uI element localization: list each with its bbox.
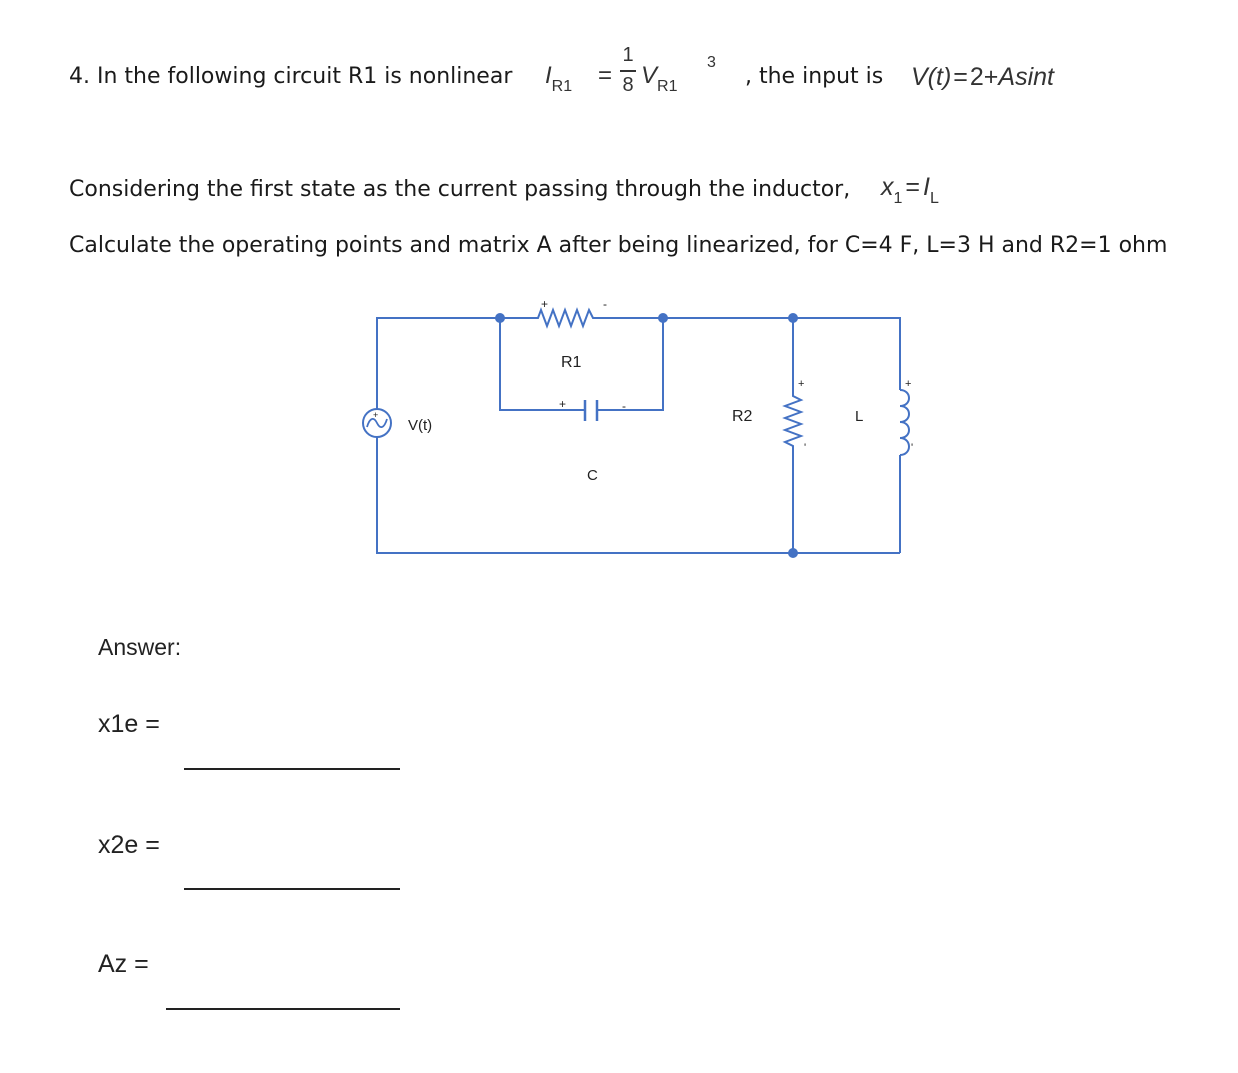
input-equals: = xyxy=(953,63,968,91)
input-text: , the input is xyxy=(745,64,884,89)
state-i: I xyxy=(923,173,930,201)
r1-plus: + xyxy=(541,297,549,311)
wire-r1c-right xyxy=(604,318,663,410)
wire-top-right xyxy=(600,318,900,390)
inductor-coil xyxy=(900,390,909,455)
capacitor xyxy=(578,400,604,421)
r2-minus: ' xyxy=(804,442,807,454)
state-equals: = xyxy=(905,173,921,201)
c-plus: + xyxy=(559,397,567,411)
formula-rhs-sub: R1 xyxy=(657,78,678,95)
wire-left-bottom xyxy=(377,433,900,553)
state-line: Considering the first state as the current passing through the inductor, xyxy=(69,177,851,202)
formula-equals: = xyxy=(598,62,613,89)
source-label: V(t) xyxy=(408,417,433,434)
r2-plus: + xyxy=(798,378,805,390)
wire-left-top xyxy=(377,318,530,413)
input-const: 2+ xyxy=(969,63,999,91)
x2e-answer-line[interactable] xyxy=(184,888,400,890)
answer-heading: Answer: xyxy=(98,634,182,660)
az-label: Az = xyxy=(98,950,149,978)
input-lhs: V(t) xyxy=(911,63,952,91)
x2e-label: x2e = xyxy=(98,831,160,859)
node-r1-right xyxy=(658,313,668,323)
formula-exponent: 3 xyxy=(707,54,716,71)
x1e-answer-line[interactable] xyxy=(184,768,400,770)
x1e-label: x1e = xyxy=(98,710,160,738)
question-lead: 4. In the following circuit R1 is nonlinear xyxy=(69,64,513,89)
formula-rhs-var: V xyxy=(641,62,658,89)
node-r2-top xyxy=(788,313,798,323)
node-r1-left xyxy=(495,313,505,323)
formula-frac-den: 8 xyxy=(622,74,634,96)
r1-label: R1 xyxy=(561,354,582,371)
l-minus: ' xyxy=(911,442,914,454)
r2-label: R2 xyxy=(732,408,753,425)
source-plus: + xyxy=(373,410,379,420)
state-x-sub: 1 xyxy=(893,190,903,207)
formula-frac-num: 1 xyxy=(622,44,634,66)
formula-lhs-sub: R1 xyxy=(551,78,573,95)
c-minus: - xyxy=(622,399,626,413)
task-line: Calculate the operating points and matrix A after being linearized, for C=4 F, L=3 H and R2=1 ohm xyxy=(69,233,1168,258)
az-answer-line[interactable] xyxy=(166,1008,400,1010)
state-x: x xyxy=(881,173,894,201)
formula-lhs-var: I xyxy=(545,62,552,89)
c-label: C xyxy=(587,467,598,484)
state-i-sub: L xyxy=(929,190,939,207)
r2-resistor xyxy=(785,390,801,455)
r1-resistor xyxy=(530,310,600,326)
l-label: L xyxy=(855,408,864,425)
input-expr: Asint xyxy=(998,63,1054,91)
node-r2-bottom xyxy=(788,548,798,558)
r1-minus: - xyxy=(603,297,607,311)
l-plus: + xyxy=(905,378,912,390)
